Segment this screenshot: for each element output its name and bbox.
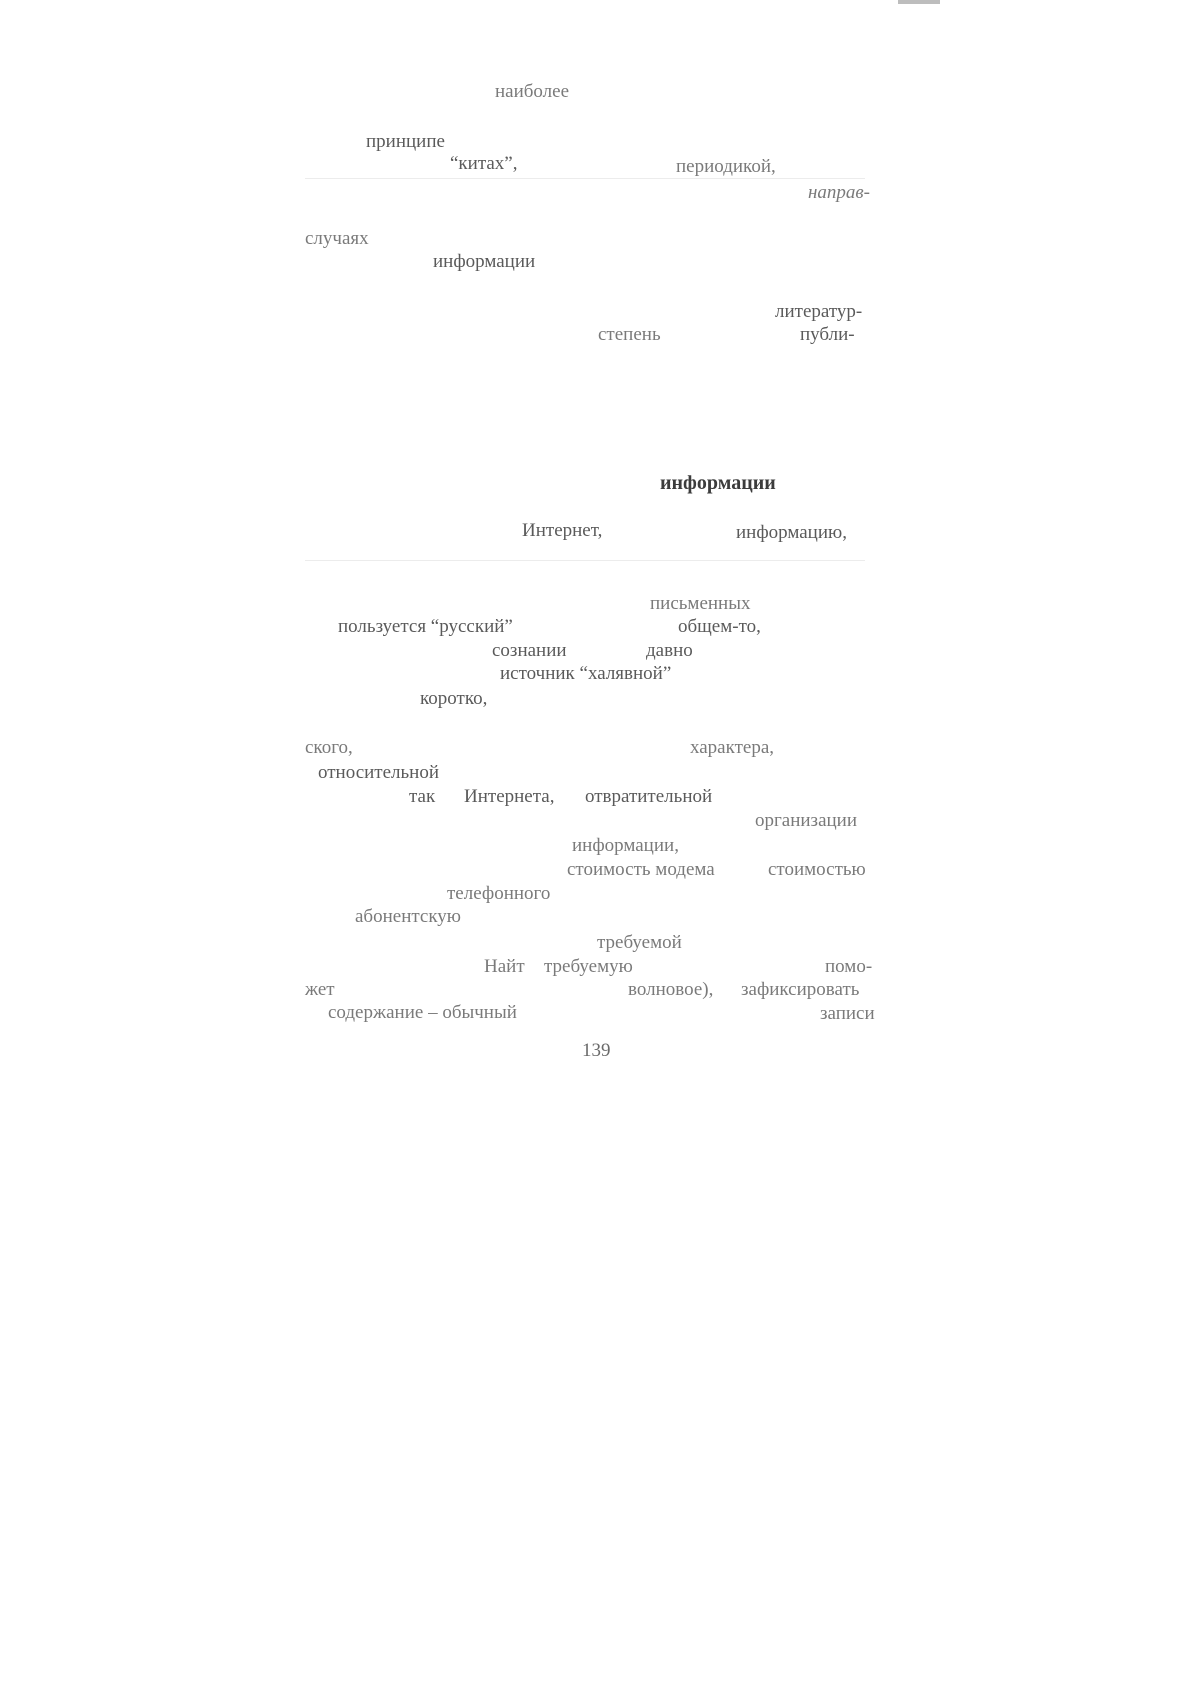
text-fragment: стоимость модема bbox=[567, 859, 715, 880]
text-fragment: направ- bbox=[808, 182, 871, 203]
text-fragment: литератур- bbox=[775, 301, 863, 322]
section-heading: информации bbox=[660, 472, 776, 494]
text-fragment: стоимостью bbox=[768, 859, 866, 880]
text-fragment: наиболее bbox=[495, 81, 570, 102]
text-fragment: требуемой bbox=[597, 932, 682, 953]
text-fragment: записи bbox=[820, 1003, 875, 1024]
text-fragment: информации, bbox=[572, 835, 679, 856]
text-fragment: периодикой, bbox=[676, 156, 776, 177]
text-fragment: волновое), bbox=[628, 979, 714, 1000]
text-fragment: письменных bbox=[650, 593, 751, 614]
scan-edge-mark bbox=[898, 0, 940, 4]
text-fragment: пользуется “русский” bbox=[338, 616, 513, 637]
text-fragment: зафиксировать bbox=[741, 979, 860, 1000]
text-fragment: требуемую bbox=[544, 956, 633, 977]
text-fragment: содержание – обычный bbox=[328, 1002, 517, 1023]
text-fragment: Интернета, bbox=[464, 786, 555, 807]
text-fragment: информации bbox=[433, 251, 536, 272]
text-fragment: источник “халявной” bbox=[500, 663, 672, 684]
text-fragment: “китах”, bbox=[450, 153, 518, 174]
text-fragment: относительной bbox=[318, 762, 440, 783]
text-fragment: принципе bbox=[366, 131, 445, 152]
text-fragment: помо- bbox=[825, 956, 873, 977]
text-fragment: общем-то, bbox=[678, 616, 761, 637]
text-fragment: Найт bbox=[484, 956, 525, 977]
text-fragment: степень bbox=[598, 324, 661, 345]
text-fragment: информацию, bbox=[736, 522, 847, 543]
text-fragment: ского, bbox=[305, 737, 353, 758]
text-fragment: телефонного bbox=[447, 883, 551, 904]
text-fragment: коротко, bbox=[420, 688, 488, 709]
scan-noise-line bbox=[305, 560, 865, 561]
text-fragment: жет bbox=[305, 979, 335, 1000]
text-fragment: отвратительной bbox=[585, 786, 713, 807]
text-fragment: публи- bbox=[800, 324, 855, 345]
text-fragment: случаях bbox=[305, 228, 369, 249]
scan-noise-line bbox=[305, 178, 865, 179]
page-number: 139 bbox=[582, 1040, 611, 1061]
text-fragment: давно bbox=[646, 640, 693, 661]
text-fragment: абонентскую bbox=[355, 906, 461, 927]
text-fragment: организации bbox=[755, 810, 858, 831]
text-fragment: характера, bbox=[690, 737, 775, 758]
text-fragment: так bbox=[409, 786, 436, 807]
text-fragment: Интернет, bbox=[522, 520, 603, 541]
text-fragment: сознании bbox=[492, 640, 567, 661]
